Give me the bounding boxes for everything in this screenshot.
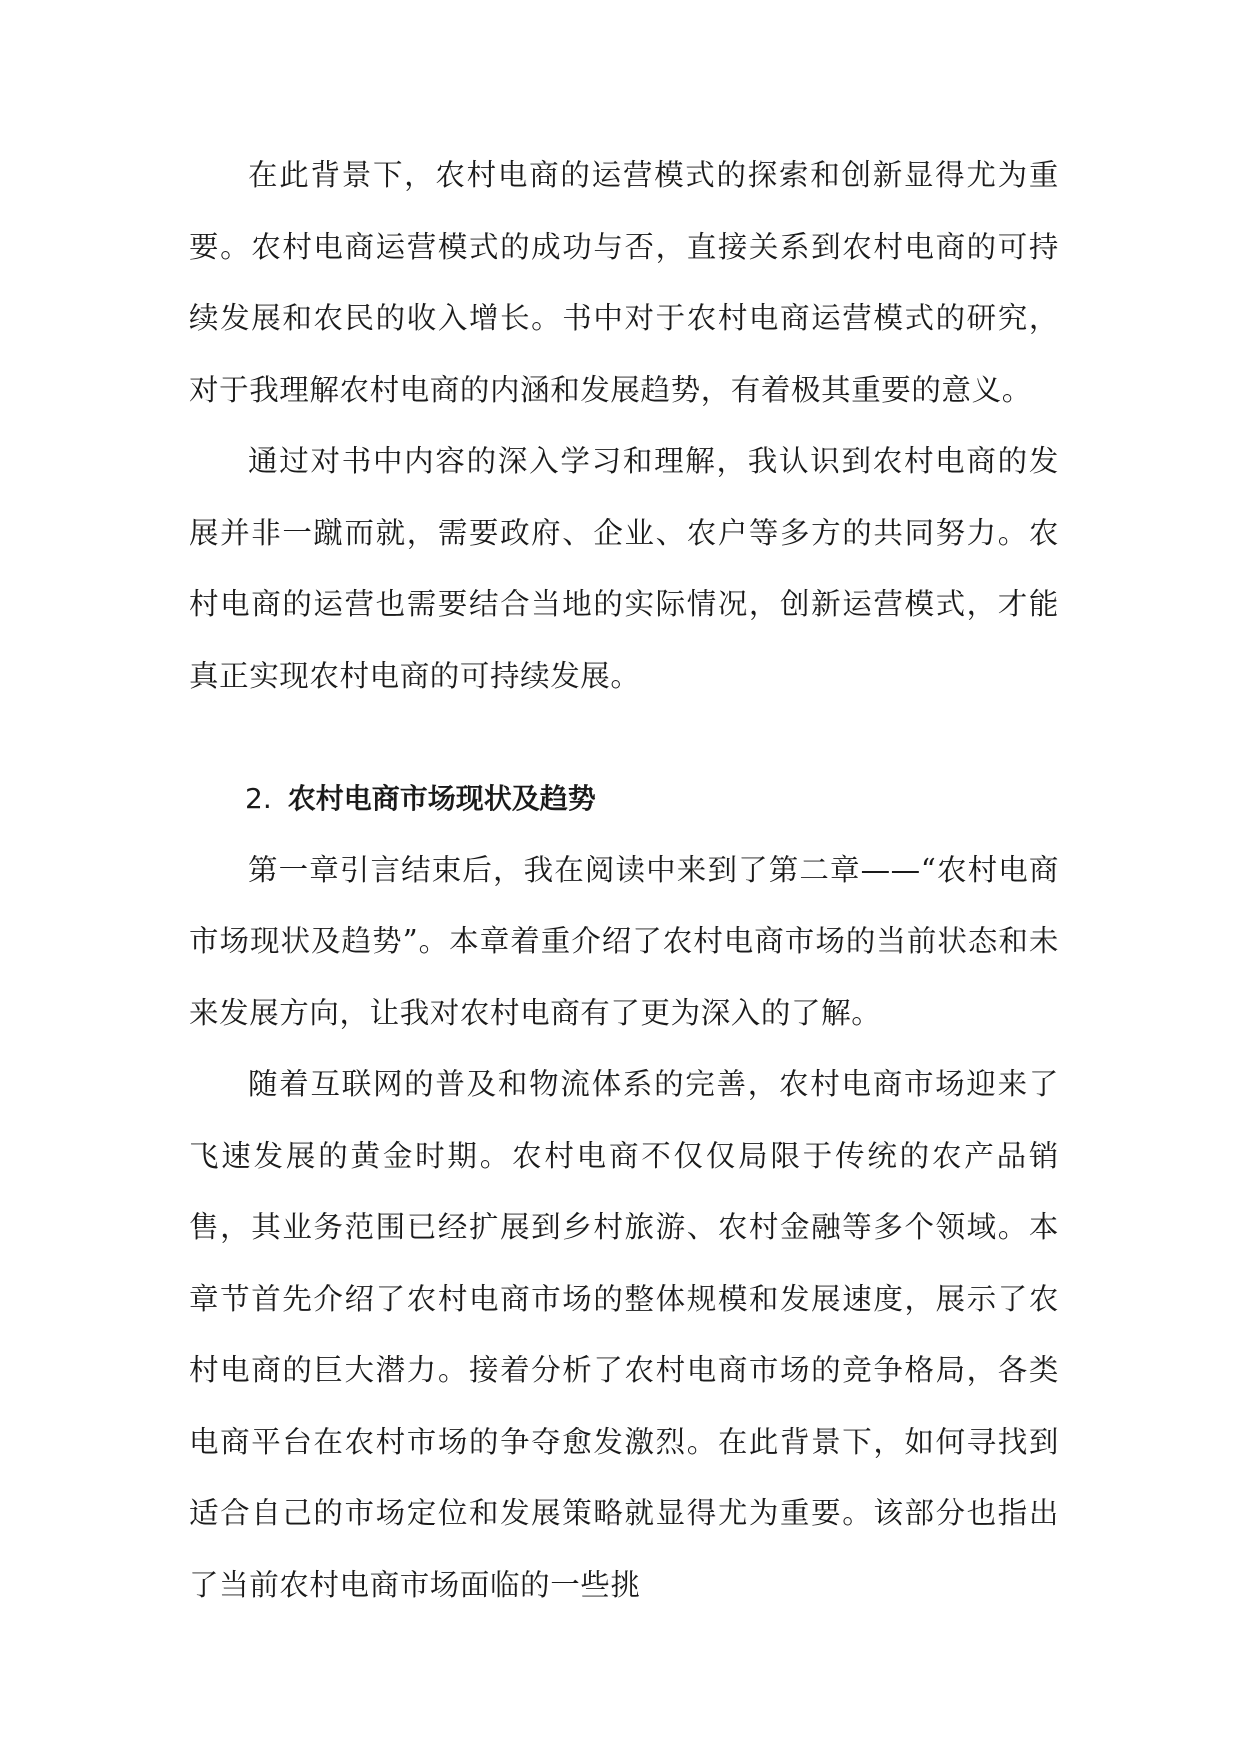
section-title: 农村电商市场现状及趋势 bbox=[287, 782, 596, 815]
paragraph-market-development: 随着互联网的普及和物流体系的完善，农村电商市场迎来了飞速发展的黄金时期。农村电商不仅仅局限于传统的农产品销售，其业务范围已经扩展到乡村旅游、农村金融等多个领域。本章节首先介绍了农村电商市场的整体规模和发展速度，展示了农村电商的巨大潜力。接着分析了农村电商市场的竞争格局，各类电商平台在农村市场的争夺愈发激烈。在此背景下，如何寻找到适合自己的市场定位和发展策略就显得尤为重要。该部分也指出了当前农村电商市场面临的一些挑 bbox=[189, 1067, 1059, 1602]
section-heading bbox=[189, 712, 1059, 835]
page-content bbox=[189, 140, 1059, 1621]
paragraph-joint-efforts: 通过对书中内容的深入学习和理解，我认识到农村电商的发展并非一蹴而就，需要政府、企业、农户等多方的共同努力。农村电商的运营也需要结合当地的实际情况，创新运营模式，才能真正实现农村电商的可持续发展。 bbox=[189, 444, 1059, 693]
section-number: 2. bbox=[245, 782, 272, 815]
paragraph-chapter-two-intro: 第一章引言结束后，我在阅读中来到了第二章——“农村电商市场现状及趋势”。本章着重介绍了农村电商市场的当前状态和未来发展方向，让我对农村电商有了更为深入的了解。 bbox=[189, 852, 1059, 1030]
paragraph-operation-models: 在此背景下，农村电商的运营模式的探索和创新显得尤为重要。农村电商运营模式的成功与否，直接关系到农村电商的可持续发展和农民的收入增长。书中对于农村电商运营模式的研究，对于我理解农村电商的内涵和发展趋势，有着极其重要的意义。 bbox=[189, 158, 1059, 407]
